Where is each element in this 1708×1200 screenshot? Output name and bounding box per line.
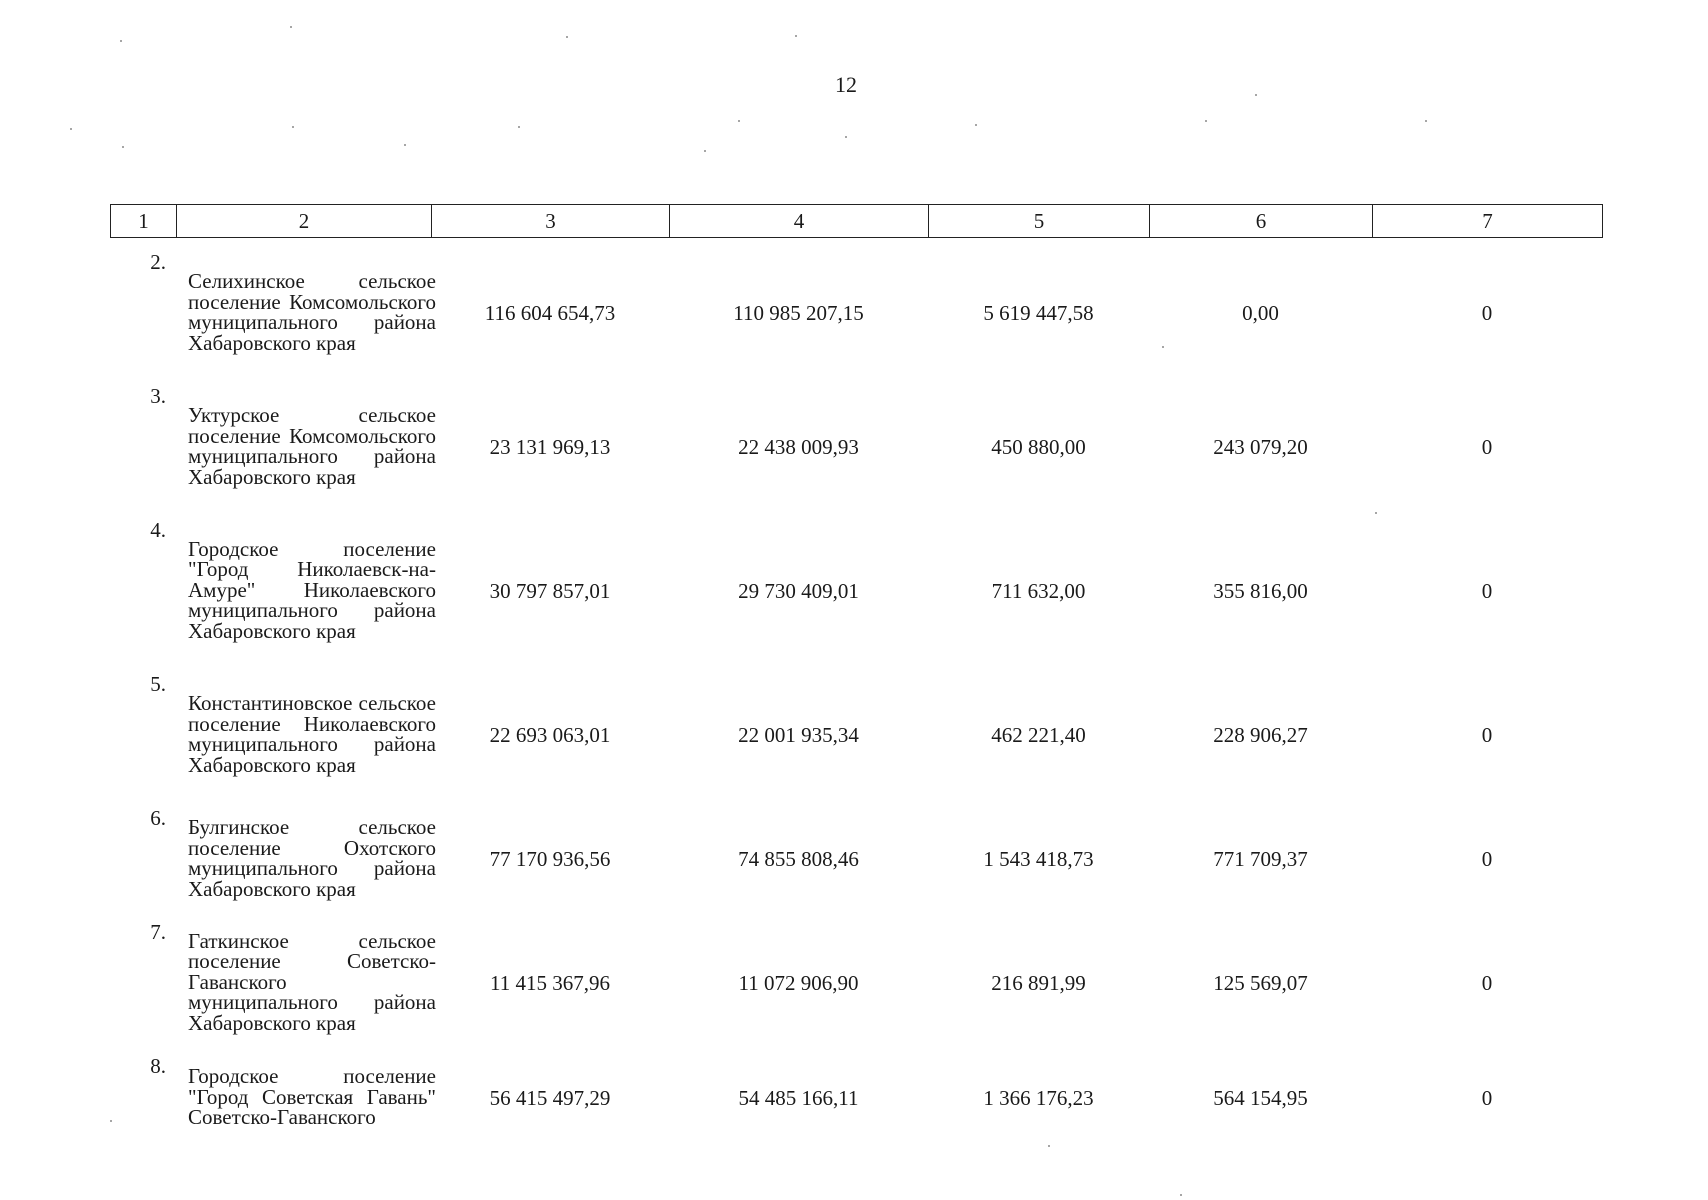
table-row <box>110 380 1602 514</box>
value-col-3: 11 415 367,96 <box>490 970 610 995</box>
value-col-7: 0 <box>1481 300 1493 325</box>
value-col-5: 711 632,00 <box>991 578 1086 603</box>
row-number: 2. <box>150 250 166 274</box>
row-number: 8. <box>150 1054 166 1078</box>
table-row <box>110 668 1602 802</box>
value-col-6: 564 154,95 <box>1213 1085 1308 1110</box>
row-number: 3. <box>150 384 166 408</box>
value-col-3: 22 693 063,01 <box>489 722 611 747</box>
scan-speck <box>1205 120 1207 122</box>
value-col-7: 0 <box>1481 434 1493 459</box>
scan-speck <box>566 36 568 38</box>
table-row <box>110 514 1602 668</box>
header-cell-2: 2 <box>177 205 432 238</box>
scan-speck <box>1255 94 1257 96</box>
scan-speck <box>704 150 706 152</box>
scan-speck <box>975 124 977 126</box>
value-col-3: 23 131 969,13 <box>489 434 611 459</box>
page-number: 12 <box>835 72 857 97</box>
value-col-3: 77 170 936,56 <box>489 846 611 871</box>
value-col-6: 0,00 <box>1242 300 1279 325</box>
value-col-6: 243 079,20 <box>1213 434 1308 459</box>
value-col-7: 0 <box>1481 1085 1493 1110</box>
header-cell-4: 4 <box>670 205 929 238</box>
value-col-6: 771 709,37 <box>1213 846 1308 871</box>
value-col-4: 74 855 808,46 <box>738 846 859 871</box>
table-row <box>110 802 1602 916</box>
table-row <box>110 1050 1602 1146</box>
settlement-name: Городское поселение "Город Николаевск-на-Амуре" Николаевского муниципального района Хабаровского края <box>188 536 436 643</box>
data-table <box>110 246 1602 1146</box>
value-col-6: 228 906,27 <box>1213 722 1308 747</box>
scan-speck <box>845 136 847 138</box>
scan-speck <box>795 35 797 37</box>
value-col-3: 116 604 654,73 <box>484 300 616 325</box>
value-col-7: 0 <box>1481 846 1493 871</box>
scan-speck <box>70 128 72 130</box>
value-col-6: 355 816,00 <box>1213 578 1308 603</box>
value-col-6: 125 569,07 <box>1213 970 1308 995</box>
settlement-name: Уктурское сельское поселение Комсомольского муниципального района Хабаровского края <box>188 403 436 489</box>
table-row <box>110 916 1602 1050</box>
scan-speck <box>1180 1194 1182 1196</box>
scan-speck <box>290 26 292 28</box>
value-col-4: 110 985 207,15 <box>733 300 864 325</box>
row-number: 5. <box>150 672 166 696</box>
value-col-7: 0 <box>1481 722 1493 747</box>
value-col-5: 216 891,99 <box>991 970 1086 995</box>
scan-speck <box>404 144 406 146</box>
settlement-name: Булгинское сельское поселение Охотского муниципального района Хабаровского края <box>188 815 436 901</box>
value-col-3: 56 415 497,29 <box>489 1085 611 1110</box>
scan-speck <box>1425 120 1427 122</box>
header-cell-6: 6 <box>1150 205 1373 238</box>
column-number-header <box>110 204 1603 238</box>
value-col-7: 0 <box>1481 578 1493 603</box>
value-col-3: 30 797 857,01 <box>489 578 611 603</box>
scan-speck <box>518 126 520 128</box>
value-col-7: 0 <box>1481 970 1493 995</box>
settlement-name: Городское поселение "Город Советская Гавань" Советско-Гаванского <box>188 1064 436 1130</box>
row-number: 4. <box>150 518 166 542</box>
scan-speck <box>122 146 124 148</box>
value-col-5: 462 221,40 <box>991 722 1086 747</box>
row-number: 7. <box>150 920 166 944</box>
table-row <box>110 246 1602 380</box>
value-col-4: 29 730 409,01 <box>738 578 859 603</box>
scan-speck <box>292 126 294 128</box>
settlement-name: Гаткинское сельское поселение Советско-Гаванского муниципального района Хабаровского края <box>188 928 436 1035</box>
settlement-name: Селихинское сельское поселение Комсомольского муниципального района Хабаровского края <box>188 269 436 355</box>
value-col-5: 450 880,00 <box>991 434 1086 459</box>
value-col-5: 1 366 176,23 <box>983 1085 1094 1110</box>
value-col-5: 1 543 418,73 <box>983 846 1094 871</box>
header-cell-5: 5 <box>929 205 1150 238</box>
row-number: 6. <box>150 806 166 830</box>
value-col-5: 5 619 447,58 <box>983 300 1094 325</box>
value-col-4: 22 001 935,34 <box>738 722 859 747</box>
scan-speck <box>120 40 122 42</box>
header-cell-1: 1 <box>111 205 177 238</box>
header-cell-3: 3 <box>432 205 670 238</box>
value-col-4: 22 438 009,93 <box>738 434 859 459</box>
value-col-4: 54 485 166,11 <box>738 1085 859 1110</box>
scan-speck <box>738 120 740 122</box>
value-col-4: 11 072 906,90 <box>738 970 859 995</box>
header-cell-7: 7 <box>1373 205 1603 238</box>
settlement-name: Константиновское сельское поселение Николаевского муниципального района Хабаровского края <box>188 691 436 777</box>
